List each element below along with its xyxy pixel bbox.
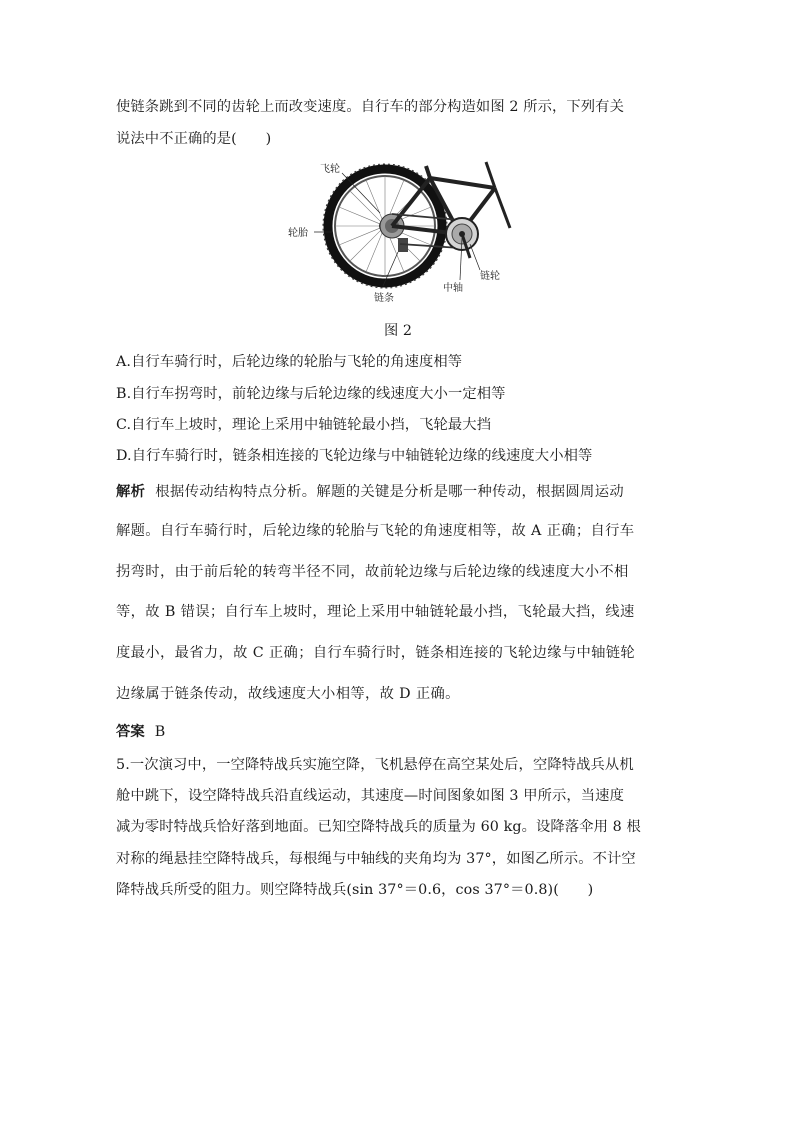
- option-d: D.自行车骑行时，链条相连接的飞轮边缘与中轴链轮边缘的线速度大小相等: [116, 448, 593, 464]
- intro-line-2: 说法中不正确的是( ): [116, 131, 272, 147]
- figure-caption: 图 2: [384, 323, 412, 339]
- intro-line-1: 使链条跳到不同的齿轮上而改变速度。自行车的部分构造如图 2 所示，下列有关: [116, 99, 624, 115]
- label-flywheel: 飞轮: [320, 164, 340, 175]
- answer-line: [116, 721, 165, 741]
- answer-value: B: [154, 724, 166, 740]
- option-b: B.自行车拐弯时，前轮边缘与后轮边缘的线速度大小一定相等: [116, 386, 506, 402]
- question5-line-2: 舱中跳下，设空降特战兵沿直线运动，其速度—时间图象如图 3 甲所示，当速度: [116, 788, 624, 804]
- label-chain: 链条: [374, 293, 394, 304]
- question5-line-3: 减为零时特战兵恰好落到地面。已知空降特战兵的质量为 60 kg。设降落伞用 8 根: [116, 819, 641, 835]
- analysis-line-6: 边缘属于链条传动，故线速度大小相等，故 D 正确。: [116, 686, 460, 702]
- analysis-line-3: 拐弯时，由于前后轮的转弯半径不同，故前轮边缘与后轮边缘的线速度大小不相: [116, 564, 629, 580]
- analysis-line-2: 解题。自行车骑行时，后轮边缘的轮胎与飞轮的角速度相等，故 A 正确；自行车: [116, 523, 635, 539]
- analysis-line-5: 度最小，最省力，故 C 正确；自行车骑行时，链条相连接的飞轮边缘与中轴链轮: [116, 645, 636, 661]
- answer-label: 答案: [116, 724, 145, 740]
- question5-line-4: 对称的绳悬挂空降特战兵，每根绳与中轴线的夹角均为 37°，如图乙所示。不计空: [116, 851, 636, 867]
- analysis-text-1: 根据传动结构特点分析。解题的关键是分析是哪一种传动，根据圆周运动: [155, 484, 624, 500]
- bicycle-diagram: [280, 158, 520, 308]
- label-axle: 中轴: [443, 283, 463, 294]
- analysis-line-4: 等，故 B 错误；自行车上坡时，理论上采用中轴链轮最小挡，飞轮最大挡，线速: [116, 604, 635, 620]
- bicycle-figure: [280, 158, 520, 308]
- option-c: C.自行车上坡时，理论上采用中轴链轮最小挡，飞轮最大挡: [116, 417, 492, 433]
- analysis-label: 解析: [116, 484, 146, 500]
- label-chainring: 链轮: [480, 271, 500, 282]
- analysis-line-1: [116, 481, 624, 501]
- question5-line-1: 5.一次演习中，一空降特战兵实施空降，飞机悬停在高空某处后，空降特战兵从机: [116, 757, 634, 773]
- question5-line-5: 降特战兵所受的阻力。则空降特战兵(sin 37°＝0.6，cos 37°＝0.8)( ): [116, 882, 594, 898]
- label-tire: 轮胎: [288, 228, 308, 239]
- option-a: A.自行车骑行时，后轮边缘的轮胎与飞轮的角速度相等: [116, 354, 463, 370]
